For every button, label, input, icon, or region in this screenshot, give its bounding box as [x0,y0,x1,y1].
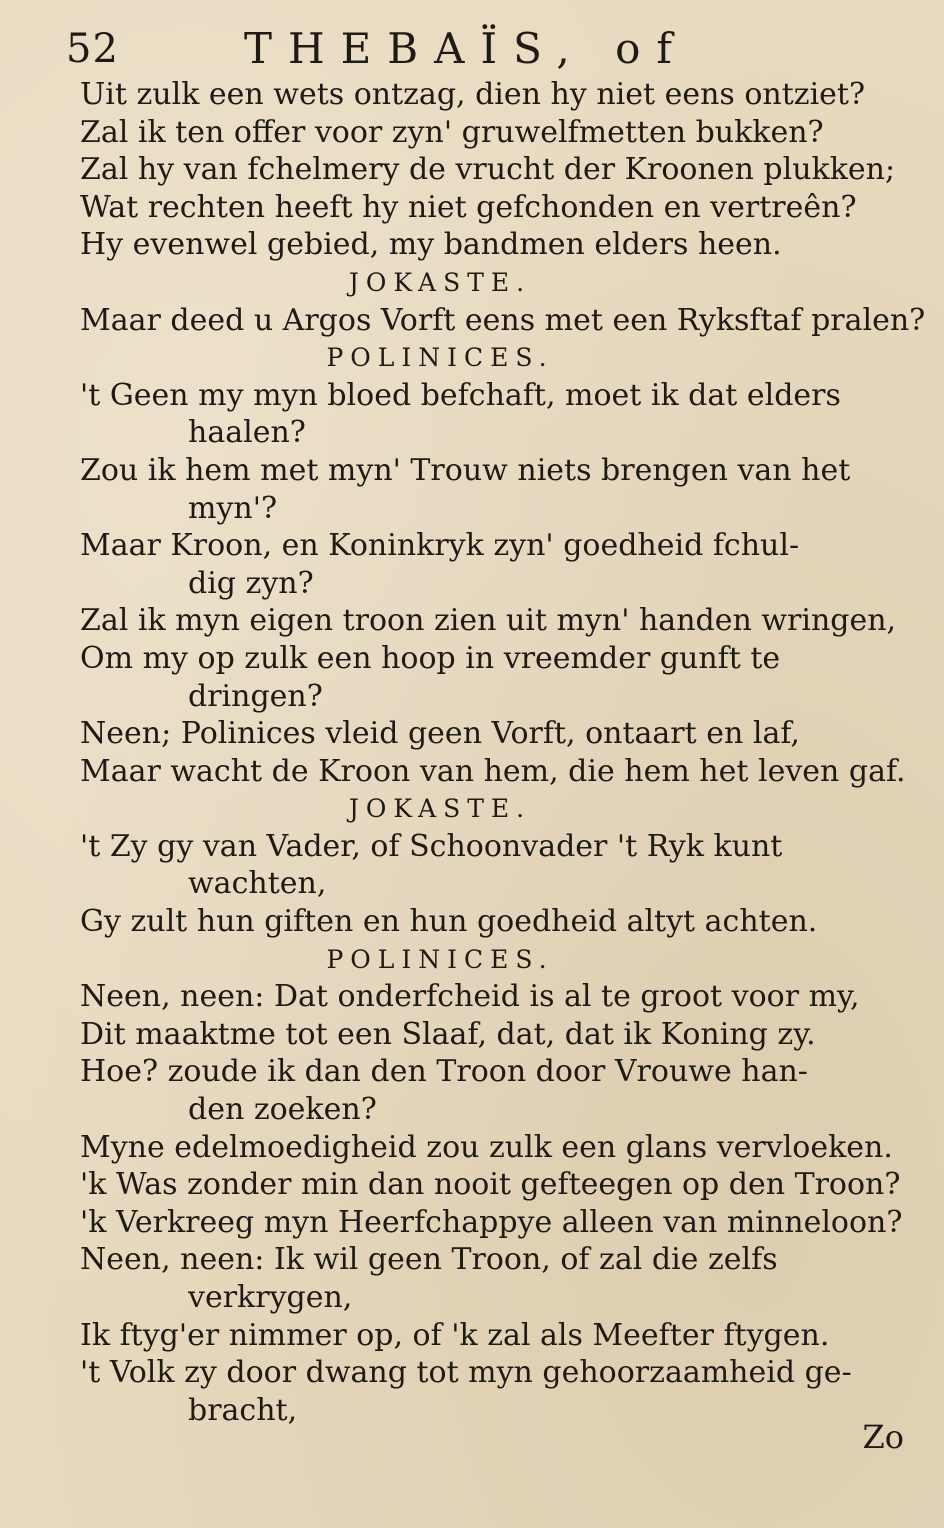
running-title: THEBAÏS, of [244,24,688,73]
verse-line: Om my op zulk een hoop in vreemder gunft te [80,640,781,676]
verse-line: Hoe? zoude ik dan den Troon door Vrouwe han- [80,1054,808,1090]
verse-line-continuation: wachten, [188,866,327,902]
verse-line: Zal hy van fchelmery de vrucht der Kroonen plukken; [80,152,896,188]
verse-line: Zal ik myn eigen troon zien uit myn' handen wringen, [80,603,897,639]
verse-line: Neen, neen: Ik wil geen Troon, of zal die zelfs [80,1242,778,1278]
verse-line: Uit zulk een wets ontzag, dien hy niet eens ontziet? [80,77,866,112]
verse-line: Dit maaktme tot een Slaaf, dat, dat ik Koning zy. [80,1016,816,1052]
verse-line-continuation: haalen? [188,415,306,451]
verse-line: Gy zult hun giften en hun goedheid altyt achten. [80,904,818,940]
verse-line: Zou ik hem met myn' Trouw niets brengen van het [80,452,851,488]
verse-line: Hy evenwel gebied, my bandmen elders heen. [80,227,782,263]
page-number: 52 [66,26,119,72]
verse-line: Maar wacht de Kroon van hem, die hem het leven gaf. [80,753,906,789]
verse-line: 't Geen my myn bloed befchaft, moet ik dat elders [80,377,841,413]
speaker-name: JOKASTE. [348,267,532,297]
verse-line: Ik ftyg'er nimmer op, of 'k zal als Meefter ftygen. [80,1317,830,1353]
verse-line: Wat rechten heeft hy niet gefchonden en vertreên? [80,189,857,225]
verse-line: Maar Kroon, en Koninkryk zyn' goedheid fchul- [80,528,800,564]
speaker-name: POLINICES. [326,343,554,373]
verse-line-continuation: myn'? [188,490,278,526]
verse-line: Neen, neen: Dat onderfcheid is al te groot voor my, [80,979,860,1015]
speaker-name: POLINICES. [326,944,554,974]
verse-line: 't Volk zy door dwang tot myn gehoorzaamheid ge- [80,1355,852,1391]
page-header [66,14,886,74]
catchword: Zo [862,1418,904,1456]
speaker-name: JOKASTE. [348,794,532,824]
verse-line: 'k Verkreeg myn Heerfchappye alleen van minneloon? [80,1204,903,1240]
verse-line-continuation: dringen? [188,678,323,714]
verse-line: Zal ik ten offer voor zyn' gruwelfmetten bukken? [80,114,824,150]
verse-line: 'k Was zonder min dan nooit gefteegen op den Troon? [80,1167,901,1203]
verse-text [80,76,926,1429]
verse-line: Myne edelmoedigheid zou zulk een glans vervloeken. [80,1129,893,1165]
verse-line-continuation: bracht, [188,1392,298,1428]
verse-line: Maar deed u Argos Vorft eens met een Ryksftaf pralen? [80,302,926,338]
verse-line-continuation: dig zyn? [188,565,314,601]
verse-line: 't Zy gy van Vader, of Schoonvader 't Ryk kunt [80,828,783,864]
verse-line-continuation: den zoeken? [188,1092,377,1128]
verse-line-continuation: verkrygen, [188,1280,353,1315]
verse-line: Neen; Polinices vleid geen Vorft, ontaart en laf, [80,716,800,752]
